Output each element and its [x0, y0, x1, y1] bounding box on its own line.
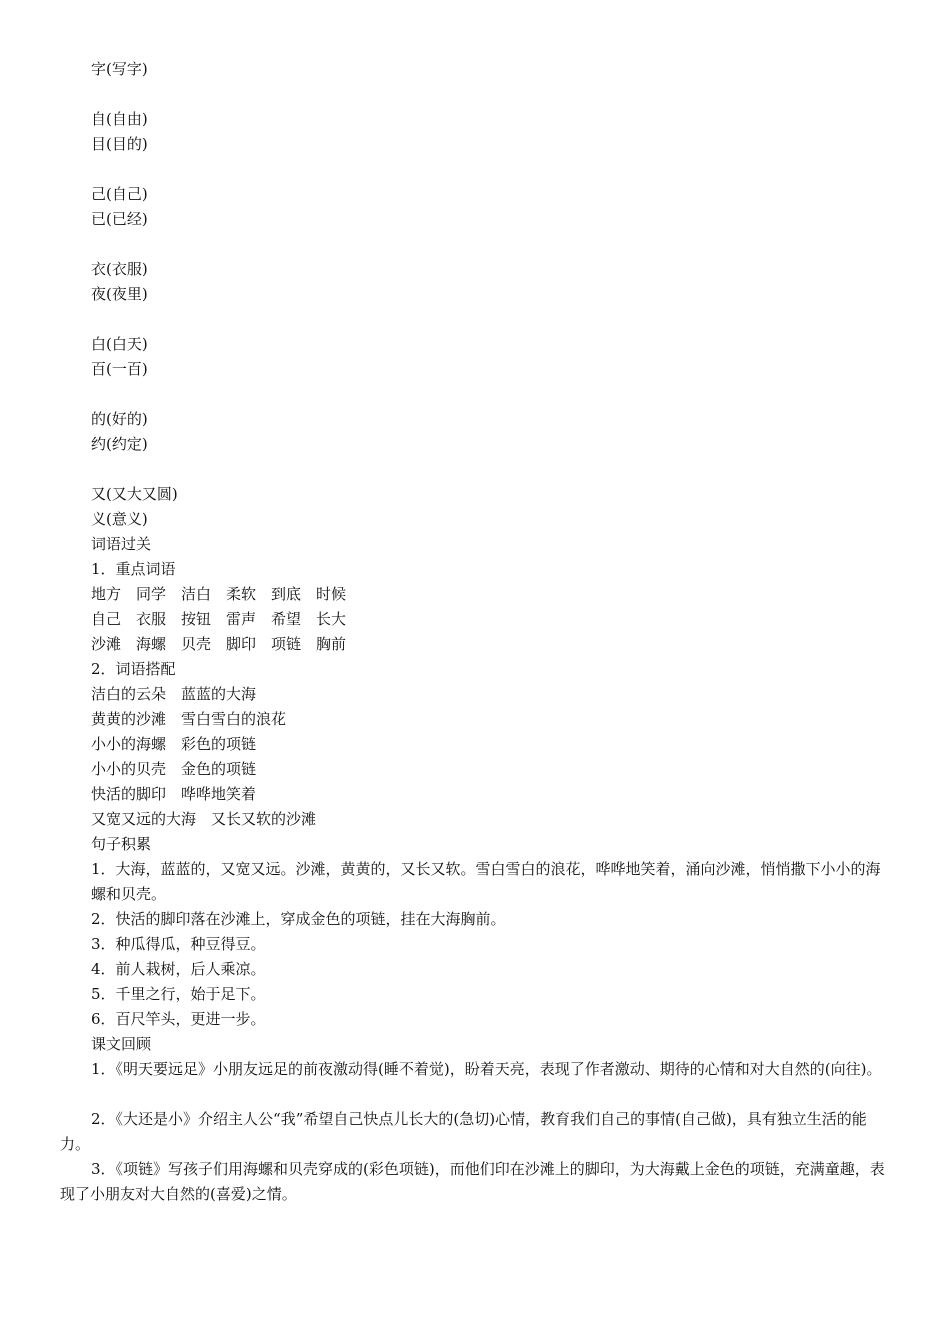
sentence-item: 2．快活的脚印落在沙滩上，穿成金色的项链，挂在大海胸前。 [91, 910, 506, 928]
match-row: 洁白的云朵 蓝蓝的大海 [91, 685, 257, 703]
char-entry: 已(已经) [91, 210, 148, 228]
review-item: 1．《明天要远足》小朋友远足的前夜激动得(睡不着觉)，盼着天亮，表现了作者激动、期待的心情和对大自然的(向往)。 [91, 1060, 882, 1078]
section-heading-review: 课文回顾 [91, 1035, 152, 1053]
sentence-item: 6．百尺竿头，更进一步。 [91, 1010, 266, 1028]
char-entry: 约(约定) [91, 435, 148, 453]
sentence-item: 5．千里之行，始于足下。 [91, 985, 266, 1003]
char-entry: 字(写字) [91, 60, 148, 78]
key-word-row: 地方 同学 洁白 柔软 到底 时候 [91, 585, 347, 603]
char-entry: 己(自己) [91, 185, 148, 203]
subheading-key-words: 1．重点词语 [91, 560, 176, 578]
sentence-item: 3．种瓜得瓜，种豆得豆。 [91, 935, 266, 953]
char-entry: 衣(衣服) [91, 260, 148, 278]
char-entry: 义(意义) [91, 510, 148, 528]
match-row: 小小的贝壳 金色的项链 [91, 760, 257, 778]
match-row: 又宽又远的大海 又长又软的沙滩 [91, 810, 317, 828]
review-item: 3．《项链》写孩子们用海螺和贝壳穿成的(彩色项链)，而他们印在沙滩上的脚印，为大海戴上金色的项链，充满童趣，表现了小朋友对大自然的(喜爱)之情。 [60, 1160, 885, 1203]
match-row: 小小的海螺 彩色的项链 [91, 735, 257, 753]
key-word-row: 自己 衣服 按钮 雷声 希望 长大 [91, 610, 347, 628]
char-entry: 白(白天) [91, 335, 148, 353]
char-entry: 目(目的) [91, 135, 148, 153]
match-row: 黄黄的沙滩 雪白雪白的浪花 [91, 710, 287, 728]
char-entry: 百(一百) [91, 360, 148, 378]
sentence-item: 1．大海，蓝蓝的，又宽又远。沙滩，黄黄的，又长又软。雪白雪白的浪花，哗哗地笑着，涌向沙滩，悄悄撒下小小的海螺和贝壳。 [91, 860, 881, 903]
char-entry: 夜(夜里) [91, 285, 148, 303]
char-group-3 [91, 182, 891, 232]
section-heading-sentences: 句子积累 [91, 835, 152, 853]
words-section [91, 532, 891, 857]
char-entry: 自(自由) [91, 110, 148, 128]
sentence-item: 4．前人栽树，后人乘凉。 [91, 960, 266, 978]
char-group-7 [91, 482, 891, 532]
char-entry: 的(好的) [91, 410, 148, 428]
char-group-1 [91, 57, 891, 82]
key-word-row: 沙滩 海螺 贝壳 脚印 项链 胸前 [91, 635, 347, 653]
char-group-6 [91, 407, 891, 457]
review-item: 2．《大还是小》介绍主人公“我”希望自己快点儿长大的(急切)心情，教育我们自己的事情(自己做)，具有独立生活的能力。 [60, 1110, 867, 1153]
char-group-4 [91, 257, 891, 307]
char-group-5 [91, 332, 891, 382]
match-row: 快活的脚印 哗哗地笑着 [91, 785, 257, 803]
char-group-2 [91, 107, 891, 157]
section-heading-words: 词语过关 [91, 535, 152, 553]
char-entry: 又(又大又圆) [91, 485, 178, 503]
subheading-word-matching: 2．词语搭配 [91, 660, 176, 678]
